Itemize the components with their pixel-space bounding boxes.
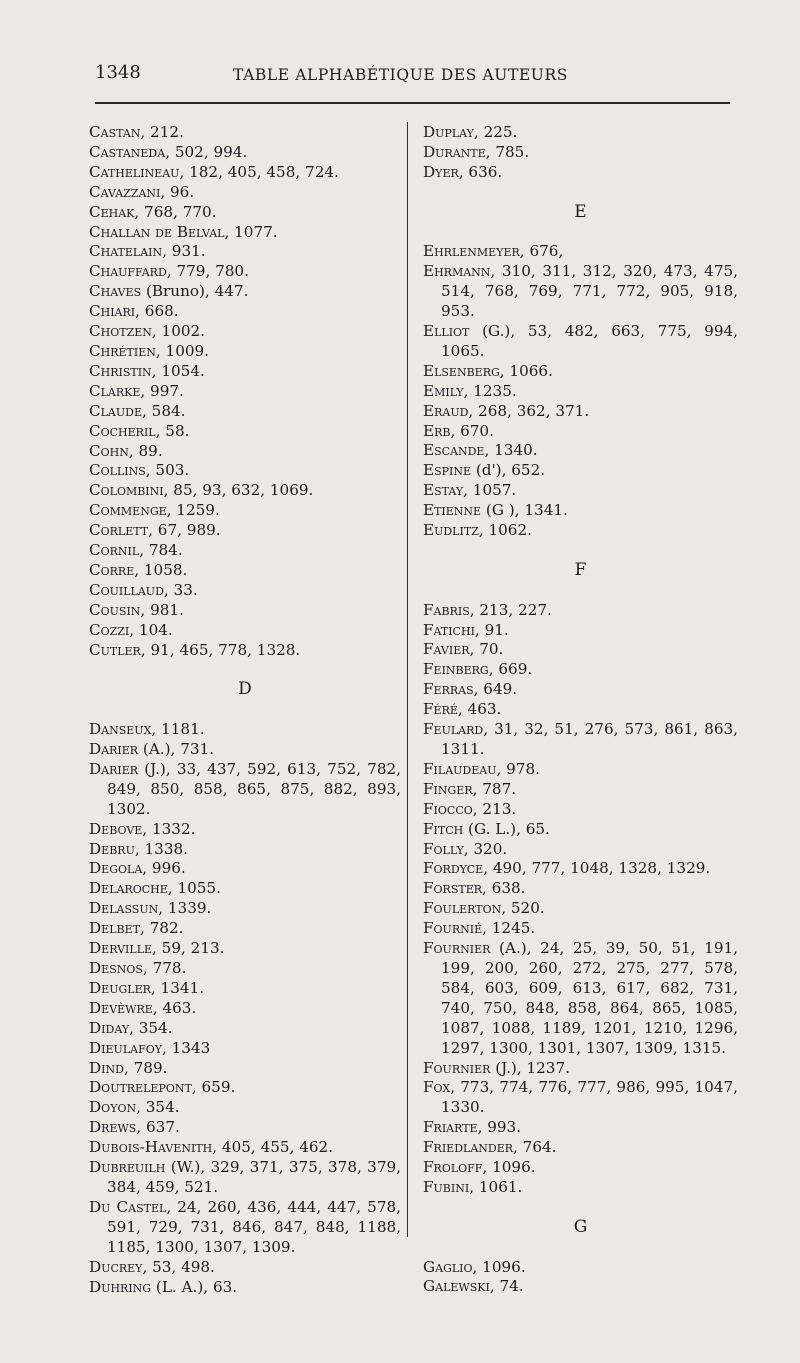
- author-name: Chotzen: [89, 322, 152, 341]
- page-references: , 1096.: [482, 1158, 536, 1177]
- page-references: , 768, 770.: [134, 202, 217, 221]
- index-entry: [89, 1158, 401, 1198]
- page-references: , 24, 260, 436, 444, 447, 578, 591, 729, 731, 846, 847, 848, 1188, 1185, 1300, 1307, 1309.: [107, 1197, 402, 1256]
- index-entry: [423, 1178, 738, 1198]
- page-references: , 997.: [140, 381, 184, 400]
- author-name: Filaudeau: [423, 759, 497, 778]
- page-references: , 1066.: [499, 361, 553, 380]
- author-name: Ehrmann: [423, 262, 491, 281]
- index-entry: [89, 919, 401, 939]
- header-rule: [95, 102, 730, 104]
- author-name: Derville: [89, 939, 153, 958]
- page-references: , 1340.: [484, 441, 538, 460]
- page-references: , 354.: [129, 1018, 173, 1037]
- page-references: , 993.: [477, 1118, 522, 1137]
- index-entry: [89, 561, 401, 581]
- index-entry: [423, 939, 738, 1058]
- page-references: , 1061.: [469, 1177, 523, 1196]
- author-name: Collins: [89, 461, 146, 480]
- index-entry: [89, 322, 401, 342]
- index-entry: [89, 1278, 401, 1298]
- index-entry: [89, 342, 401, 362]
- index-entry: [423, 919, 738, 939]
- index-entry: [89, 143, 401, 163]
- page-references: , 1339.: [158, 899, 212, 918]
- page-references: , 490, 777, 1048, 1328, 1329.: [483, 859, 711, 878]
- author-name: Ehrlenmeyer: [423, 242, 520, 261]
- page-references: , 268, 362, 371.: [468, 401, 590, 420]
- page-references: , 502, 994.: [165, 142, 248, 161]
- page-references: , 668.: [135, 302, 179, 321]
- author-name: Danseux: [89, 720, 152, 739]
- index-entry: [89, 163, 401, 183]
- page-references: , 463.: [457, 700, 502, 719]
- section-letter: F: [574, 559, 587, 580]
- page-references: , 773, 774, 776, 777, 986, 995, 1047, 1330.: [441, 1078, 738, 1117]
- page-references: , 405, 455, 462.: [212, 1138, 334, 1157]
- author-name: Eudlitz: [423, 521, 479, 540]
- page-references: (Bruno), 447.: [141, 282, 249, 301]
- page-references: , 310, 311, 312, 320, 473, 475, 514, 768, 769, 771, 772, 905, 918, 953.: [441, 262, 738, 321]
- index-entry: [423, 820, 738, 840]
- author-name: Delassun: [89, 899, 159, 918]
- index-entry: [89, 1118, 401, 1138]
- page-references: (d'), 652.: [471, 461, 546, 480]
- author-name: Corre: [89, 560, 135, 579]
- author-name: Espine: [423, 461, 472, 480]
- author-name: Cavazzani: [89, 182, 161, 201]
- index-entry: [89, 1039, 401, 1059]
- author-name: Drews: [89, 1118, 137, 1137]
- author-name: Estay: [423, 481, 464, 500]
- index-entry: [423, 680, 738, 700]
- author-name: Devèwre: [89, 998, 153, 1017]
- author-name: Fabris: [423, 600, 470, 619]
- author-name: Fubini: [423, 1177, 470, 1196]
- page-references: , 225.: [473, 123, 518, 141]
- author-name: Cehak: [89, 202, 135, 221]
- running-title: TABLE ALPHABÉTIQUE DES AUTEURS: [233, 66, 568, 84]
- index-entry: [89, 740, 401, 760]
- index-entry: [89, 262, 401, 282]
- index-entry: [89, 581, 401, 601]
- column-divider: [407, 122, 408, 1237]
- index-entry: [423, 461, 738, 481]
- index-entry: [89, 521, 401, 541]
- index-entry: [89, 1078, 401, 1098]
- index-entry: [423, 123, 738, 143]
- page-references: , 784.: [139, 541, 183, 560]
- page-references: , 782.: [139, 919, 184, 938]
- author-name: Chatelain: [89, 242, 163, 261]
- index-entry: [89, 641, 401, 661]
- page-references: , 320.: [463, 839, 508, 858]
- page-references: , 779, 780.: [166, 262, 249, 281]
- author-name: Duplay: [423, 123, 474, 141]
- author-name: Du Castel: [89, 1197, 167, 1216]
- section-letter: D: [238, 679, 252, 700]
- page-references: , 463.: [152, 998, 197, 1017]
- index-entry: [423, 1118, 738, 1138]
- index-entry: [423, 760, 738, 780]
- index-entry: [89, 382, 401, 402]
- author-name: Chauffard: [89, 262, 167, 281]
- author-name: Couillaud: [89, 580, 164, 599]
- index-entry: [423, 163, 738, 183]
- author-name: Erb: [423, 421, 451, 440]
- page-references: , 503.: [145, 461, 190, 480]
- index-entry: [89, 999, 401, 1019]
- author-name: Fox: [423, 1078, 451, 1097]
- index-entry: [423, 899, 738, 919]
- author-name: Deugler: [89, 978, 151, 997]
- index-entry: [89, 422, 401, 442]
- author-name: Emily: [423, 381, 464, 400]
- page-references: , 1096.: [472, 1257, 526, 1276]
- index-entry: [89, 223, 401, 243]
- author-name: Eraud: [423, 401, 469, 420]
- author-name: Commenge: [89, 501, 167, 520]
- author-name: Dieulafoy: [89, 1038, 162, 1057]
- page-references: , 1245.: [482, 919, 536, 938]
- page-references: , 1058.: [134, 560, 188, 579]
- index-entry: [423, 780, 738, 800]
- page-references: , 1338.: [134, 839, 188, 858]
- page-references: , 996.: [142, 859, 186, 878]
- page-references: , 58.: [155, 421, 190, 440]
- page-references: (L. A.), 63.: [151, 1277, 238, 1296]
- author-name: Debru: [89, 839, 135, 858]
- page-references: , 1054.: [151, 361, 205, 380]
- index-entry: [423, 1277, 738, 1297]
- section-spacer: [423, 223, 738, 243]
- page-references: (G. L.), 65.: [463, 819, 550, 838]
- page-references: , 520.: [501, 899, 545, 918]
- index-entry: [89, 183, 401, 203]
- page-header: [95, 62, 730, 92]
- author-name: Elliot: [423, 322, 470, 341]
- index-entry: [89, 621, 401, 641]
- author-name: Ferras: [423, 680, 474, 699]
- index-entry: [89, 840, 401, 860]
- index-entry: [89, 302, 401, 322]
- page-references: (A.), 731.: [138, 740, 215, 759]
- index-entry: [423, 800, 738, 820]
- page-references: , 785.: [485, 142, 530, 161]
- author-name: Friedlander: [423, 1138, 514, 1157]
- author-name: Escande: [423, 441, 485, 460]
- page-references: , 1009.: [155, 341, 210, 360]
- index-entry: [423, 402, 738, 422]
- page-references: , 584.: [142, 401, 186, 420]
- index-entry: [89, 859, 401, 879]
- index-entry: [89, 1198, 401, 1258]
- page-references: , 1055.: [167, 879, 221, 898]
- page-references: , 53, 498.: [142, 1257, 215, 1276]
- index-entry: [89, 362, 401, 382]
- page-references: , 182, 405, 458, 724.: [179, 162, 339, 181]
- author-name: Debove: [89, 819, 143, 838]
- page-references: , 33.: [163, 580, 198, 599]
- author-name: Etienne: [423, 501, 482, 520]
- page-references: , 669.: [488, 660, 533, 679]
- page-references: (W.), 329, 371, 375, 378, 379, 384, 459, 521.: [107, 1158, 401, 1196]
- index-entry: [89, 820, 401, 840]
- page-references: (J.), 1237.: [490, 1058, 570, 1077]
- author-name: Doyon: [89, 1098, 137, 1117]
- section-spacer: [89, 700, 401, 720]
- page-references: , 787.: [472, 779, 517, 798]
- index-entry: [423, 521, 738, 541]
- author-name: Friarte: [423, 1118, 478, 1137]
- author-name: Feinberg: [423, 660, 489, 679]
- author-name: Degola: [89, 859, 143, 878]
- index-entry: [89, 879, 401, 899]
- index-entry: [423, 879, 738, 899]
- author-name: Durante: [423, 142, 486, 161]
- index-entry: [423, 840, 738, 860]
- index-entry: [89, 601, 401, 621]
- index-entry: [89, 242, 401, 262]
- author-name: Cozzi: [89, 620, 130, 639]
- index-entry: [89, 1258, 401, 1278]
- section-spacer: [423, 581, 738, 601]
- author-name: Cousin: [89, 600, 141, 619]
- index-entry: [423, 441, 738, 461]
- index-entry: [89, 461, 401, 481]
- index-entry: [89, 939, 401, 959]
- author-name: Doutrelepont: [89, 1078, 192, 1097]
- author-name: Fournié: [423, 919, 483, 938]
- page-references: , 59, 213.: [152, 939, 225, 958]
- page-references: , 354.: [136, 1098, 180, 1117]
- author-name: Corlett: [89, 521, 149, 540]
- author-name: Foulerton: [423, 899, 502, 918]
- index-entry: [89, 1019, 401, 1039]
- author-name: Chiari: [89, 302, 136, 321]
- author-name: Dyer: [423, 162, 459, 181]
- section-spacer: [423, 541, 738, 561]
- author-name: Froloff: [423, 1158, 483, 1177]
- author-name: Colombini: [89, 481, 164, 500]
- author-name: Castan: [89, 123, 141, 141]
- page-references: , 659.: [191, 1078, 236, 1097]
- section-letter: G: [573, 1216, 588, 1237]
- page-references: , 649.: [473, 680, 518, 699]
- index-entry: [89, 203, 401, 223]
- index-entry: [423, 1258, 738, 1278]
- index-entry: [89, 1138, 401, 1158]
- page-references: , 104.: [129, 620, 173, 639]
- left-column: [89, 123, 401, 1297]
- index-entry: [89, 123, 401, 143]
- index-entry: [89, 1059, 401, 1079]
- index-entry: [423, 322, 738, 362]
- author-name: Dubreuilh: [89, 1158, 166, 1177]
- author-name: Cohn: [89, 441, 129, 460]
- index-entry: [89, 481, 401, 501]
- page-references: , 778.: [142, 959, 187, 978]
- author-name: Fatichi: [423, 620, 475, 639]
- author-name: Fournier: [423, 1058, 491, 1077]
- index-entry: [423, 660, 738, 680]
- index-entry: [423, 1158, 738, 1178]
- page-references: , 1341.: [150, 978, 205, 997]
- author-name: Fordyce: [423, 859, 484, 878]
- author-name: Cocheril: [89, 421, 156, 440]
- page-references: , 91, 465, 778, 1328.: [140, 640, 301, 659]
- page-references: , 213.: [472, 799, 517, 818]
- author-name: Chrétien: [89, 341, 156, 360]
- author-name: Finger: [423, 779, 473, 798]
- author-name: Delbet: [89, 919, 140, 938]
- page-references: , 213, 227.: [469, 600, 552, 619]
- page-references: , 96.: [160, 182, 195, 201]
- author-name: Diday: [89, 1018, 130, 1037]
- page-references: , 978.: [496, 759, 540, 778]
- section-spacer: [423, 183, 738, 203]
- page-references: , 764.: [513, 1138, 557, 1157]
- page-references: , 85, 93, 632, 1069.: [163, 481, 314, 500]
- index-entry: [423, 640, 738, 660]
- page-references: , 1343: [161, 1038, 211, 1057]
- author-name: Castaneda: [89, 142, 166, 161]
- index-entry: [89, 899, 401, 919]
- page-references: , 676,: [519, 242, 564, 261]
- index-entry: [423, 1078, 738, 1118]
- page-references: , 789.: [123, 1058, 168, 1077]
- index-entry: [423, 859, 738, 879]
- page-references: , 1181.: [151, 720, 205, 739]
- index-entry: [423, 601, 738, 621]
- author-name: Chaves: [89, 282, 142, 301]
- author-name: Clarke: [89, 381, 141, 400]
- index-entry: [423, 1138, 738, 1158]
- index-entry: [423, 720, 738, 760]
- page-references: , 31, 32, 51, 276, 573, 861, 863, 1311.: [441, 720, 738, 758]
- author-name: Galewski: [423, 1277, 490, 1296]
- section-spacer: [423, 1238, 738, 1258]
- page-references: , 1077.: [224, 222, 278, 241]
- page-references: , 670.: [450, 421, 494, 440]
- index-entry: [89, 442, 401, 462]
- author-name: Delaroche: [89, 879, 168, 898]
- index-entry: [89, 402, 401, 422]
- author-name: Fiocco: [423, 799, 473, 818]
- author-name: Féré: [423, 700, 458, 719]
- page-references: , 89.: [128, 441, 163, 460]
- section-spacer: [423, 1198, 738, 1218]
- author-name: Gaglio: [423, 1257, 473, 1276]
- author-name: Dind: [89, 1058, 124, 1077]
- page-references: , 70.: [469, 640, 504, 659]
- author-name: Elsenberg: [423, 361, 500, 380]
- page-references: (G ), 1341.: [481, 501, 568, 520]
- author-name: Darier: [89, 740, 139, 759]
- index-entry: [89, 501, 401, 521]
- section-letter: E: [574, 201, 587, 222]
- index-entry: [89, 959, 401, 979]
- page-references: , 91.: [474, 620, 509, 639]
- index-entry: [89, 282, 401, 302]
- author-name: Fitch: [423, 819, 464, 838]
- index-entry: [89, 541, 401, 561]
- author-name: Cutler: [89, 640, 141, 659]
- author-name: Challan de Belval: [89, 222, 225, 241]
- author-name: Favier: [423, 640, 470, 659]
- index-entry: [423, 1059, 738, 1079]
- page-references: , 1259.: [166, 501, 220, 520]
- author-name: Claude: [89, 401, 142, 420]
- index-entry: [423, 382, 738, 402]
- index-entry: [89, 760, 401, 820]
- page-references: , 981.: [140, 600, 184, 619]
- index-entry: [89, 720, 401, 740]
- author-name: Ducrey: [89, 1257, 143, 1276]
- index-entry: [89, 1098, 401, 1118]
- index-entry: [423, 242, 738, 262]
- page-references: , 74.: [489, 1277, 524, 1296]
- index-entry: [89, 979, 401, 999]
- index-entry: [423, 481, 738, 501]
- index-entry: [423, 501, 738, 521]
- page-references: , 636.: [458, 162, 503, 181]
- index-entry: [423, 422, 738, 442]
- index-entry: [423, 143, 738, 163]
- page-references: , 1332.: [142, 819, 196, 838]
- author-name: Forster: [423, 879, 483, 898]
- page-references: , 1062.: [478, 521, 532, 540]
- author-name: Fournier: [423, 939, 491, 958]
- page-references: , 67, 989.: [148, 521, 221, 540]
- page-references: , 1235.: [463, 381, 517, 400]
- right-column: [423, 123, 738, 1297]
- author-name: Darier: [89, 759, 139, 778]
- index-entry: [423, 700, 738, 720]
- author-name: Feulard: [423, 720, 484, 739]
- author-name: Cornil: [89, 541, 140, 560]
- index-entry: [423, 621, 738, 641]
- author-name: Duhring: [89, 1277, 152, 1296]
- page-references: , 1002.: [151, 322, 206, 341]
- index-entry: [423, 262, 738, 322]
- page-references: , 637.: [136, 1118, 180, 1137]
- author-name: Christin: [89, 361, 152, 380]
- author-name: Dubois-Havenith: [89, 1138, 213, 1157]
- page-references: (J.), 33, 437, 592, 613, 752, 782, 849, 850, 858, 865, 875, 882, 893, 1302.: [107, 759, 401, 818]
- page-references: , 212.: [140, 123, 184, 141]
- author-name: Cathelineau: [89, 162, 180, 181]
- page-references: (A.), 24, 25, 39, 50, 51, 191, 199, 200, 260, 272, 275, 277, 578, 584, 603, 609, 613, 617, 682, 731, 740, 750, 848, 858, 864, 865, 1085, 1087, 1088, 1189, 1201, 1210, 1296, 1297, 1300, 1301, 1307, 1309, 1315.: [441, 939, 738, 1057]
- author-name: Desnos: [89, 959, 143, 978]
- section-spacer: [89, 660, 401, 680]
- page-references: , 931.: [162, 242, 206, 261]
- page-references: (G.), 53, 482, 663, 775, 994, 1065.: [441, 322, 738, 360]
- page-references: , 1057.: [463, 481, 517, 500]
- author-name: Folly: [423, 839, 464, 858]
- page-number: 1348: [95, 62, 141, 83]
- index-entry: [423, 362, 738, 382]
- page-references: , 638.: [482, 879, 526, 898]
